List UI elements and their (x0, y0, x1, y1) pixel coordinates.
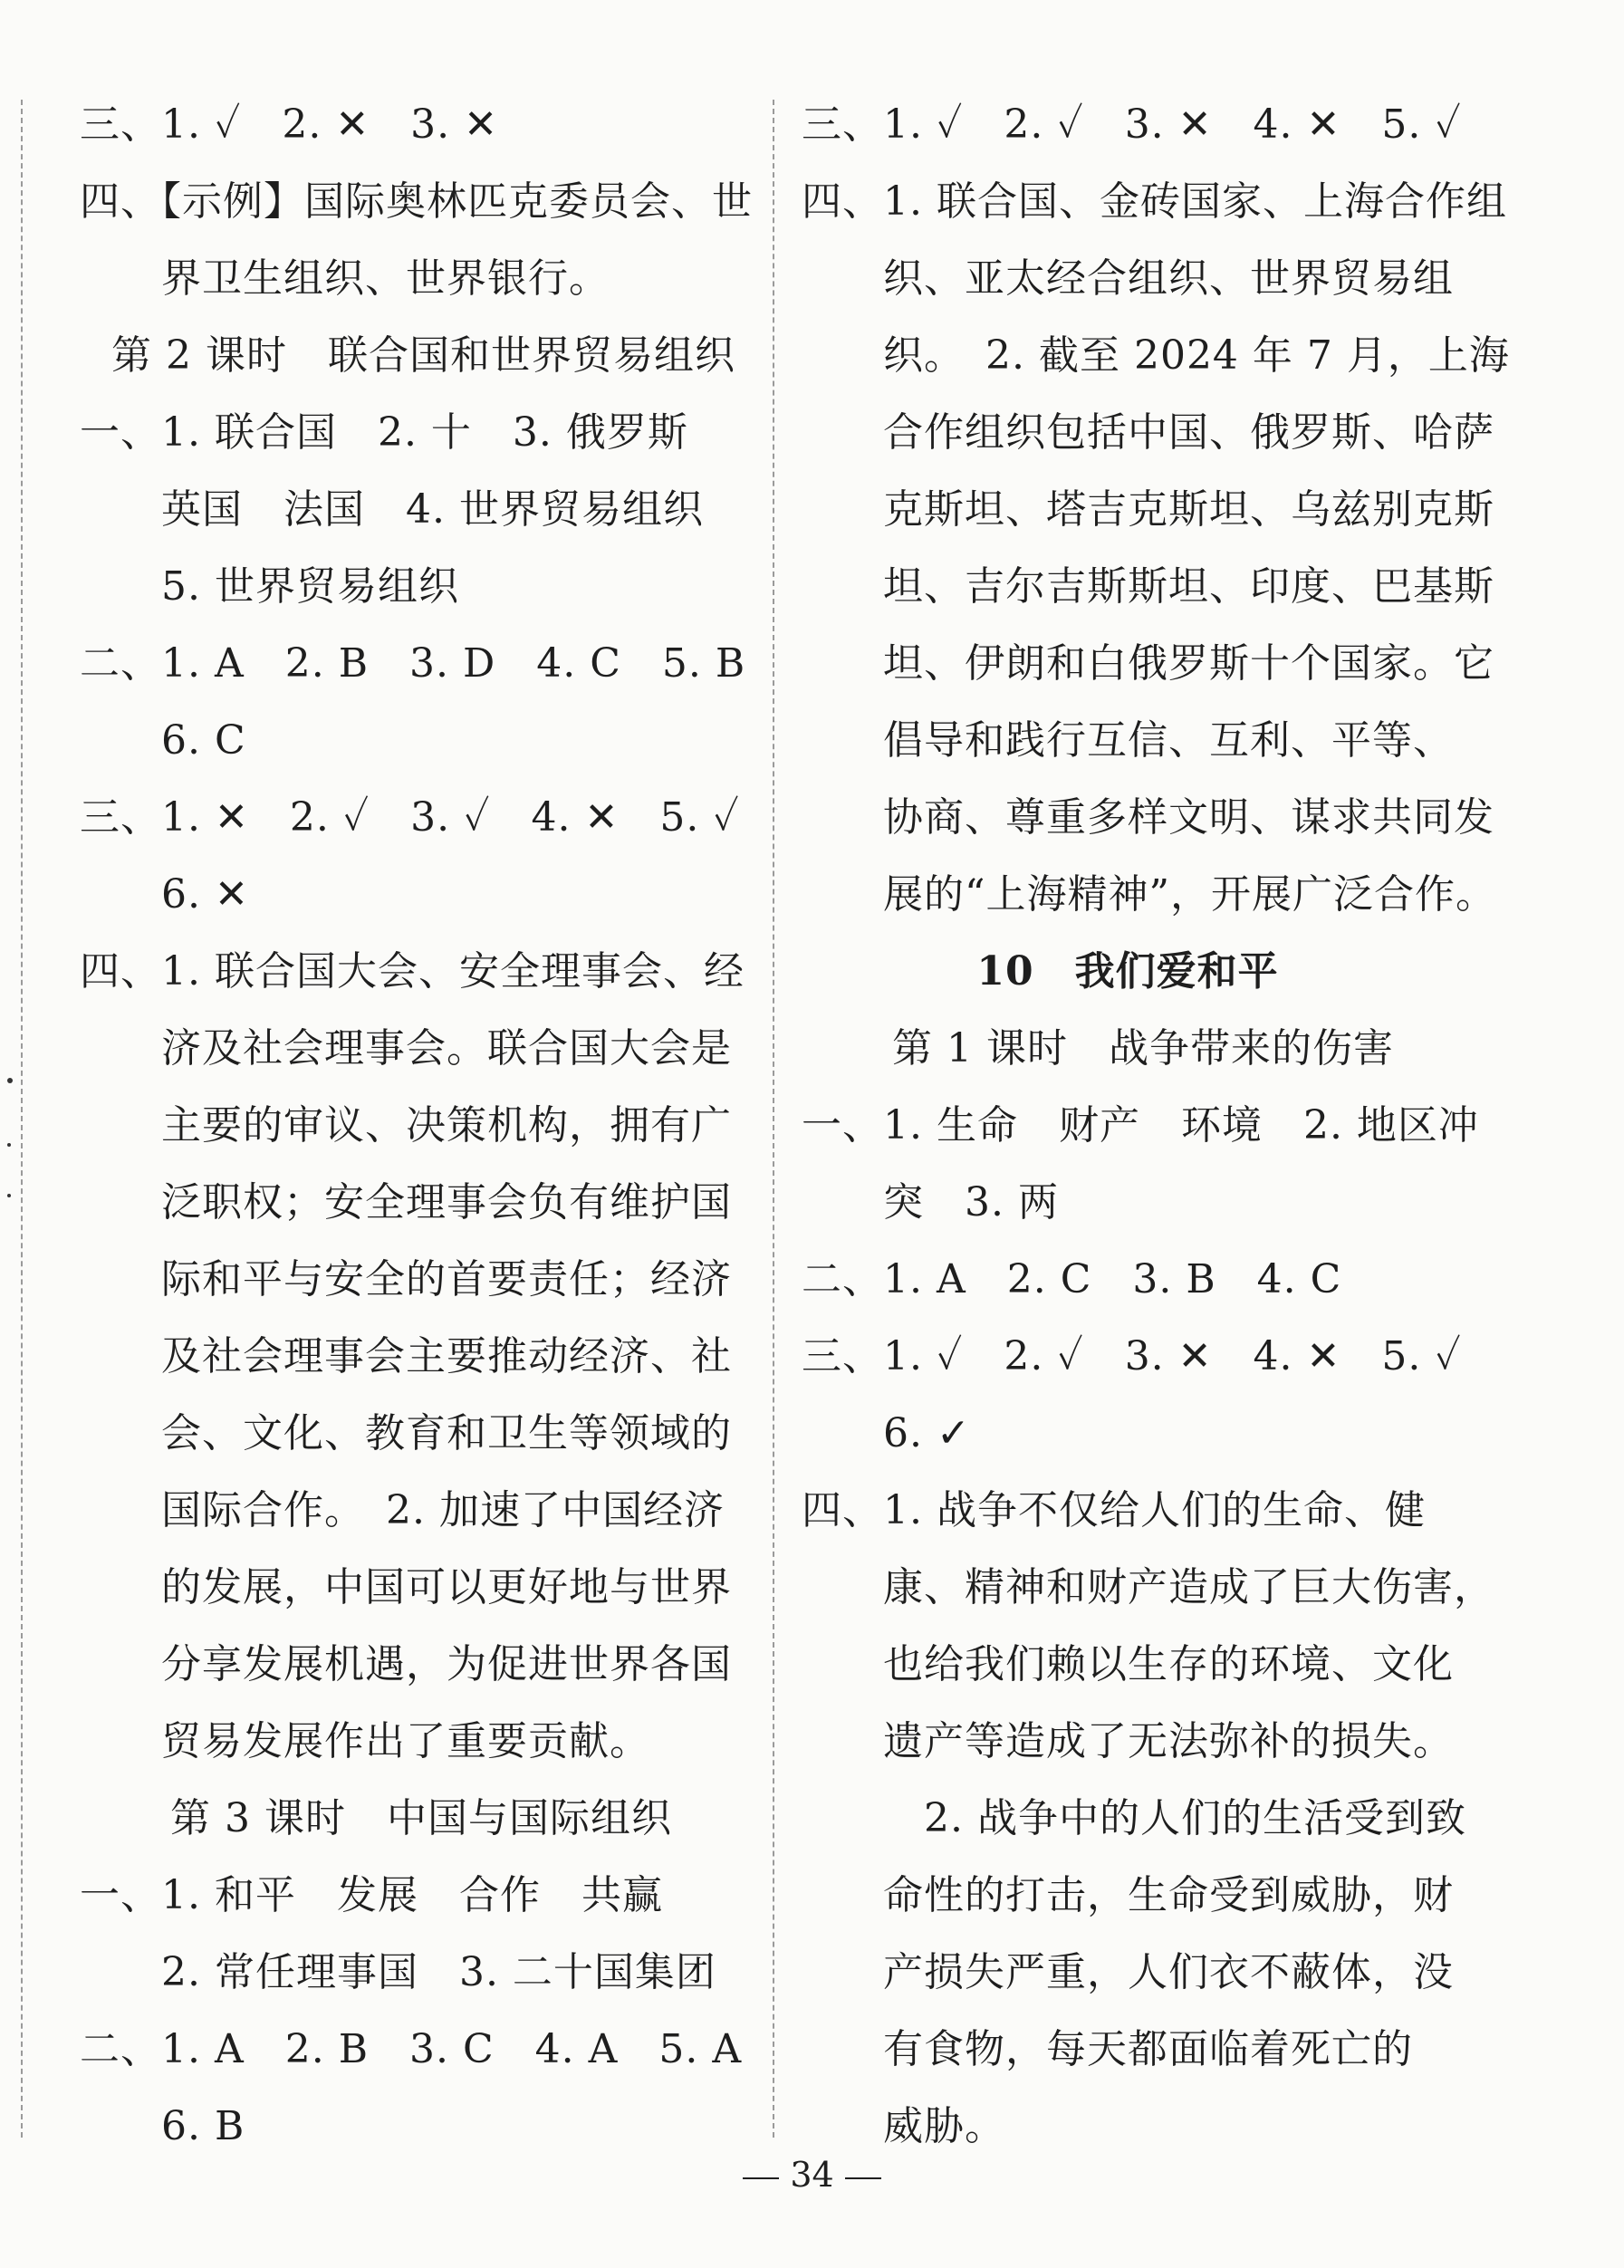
answer-line: 倡导和践行互信、互利、平等、 (883, 717, 1454, 764)
answer-line: 分享发展机遇，为促进世界各国 (161, 1641, 732, 1687)
answer-line: 展的“上海精神”，开展广泛合作。 (883, 871, 1496, 918)
footer-rule-right (845, 2177, 881, 2179)
answer-line: 产损失严重，人们衣不蔽体，没 (883, 1949, 1454, 1995)
answer-line: 泛职权；安全理事会负有维护国 (161, 1179, 732, 1225)
page-number: 34 (790, 2155, 834, 2195)
answer-line: 济及社会理事会。联合国大会是 (161, 1025, 732, 1072)
answer-line: 四、1. 战争不仅给人们的生命、健 (802, 1487, 1426, 1533)
left-margin-dashed-line (21, 100, 23, 2138)
margin-mark (7, 1194, 11, 1197)
answer-line: 威胁。 (883, 2103, 1005, 2149)
answer-line: 康、精神和财产造成了巨大伤害， (883, 1564, 1494, 1610)
answer-line: 一、1. 和平 发展 合作 共赢 (80, 1872, 663, 1918)
unit-heading: 10 我们爱和平 (976, 948, 1279, 995)
column-divider-dashed-line (773, 100, 774, 2138)
lesson-heading: 第 1 课时 战争带来的伤害 (892, 1025, 1394, 1072)
answer-line: 6. B (161, 2103, 245, 2149)
answer-line: 克斯坦、塔吉克斯坦、乌兹别克斯 (883, 486, 1494, 533)
answer-line: 6. C (161, 717, 246, 764)
answer-line: 协商、尊重多样文明、谋求共同发 (883, 794, 1494, 841)
answer-line: 合作组织包括中国、俄罗斯、哈萨 (883, 409, 1494, 456)
answer-line: 四、1. 联合国、金砖国家、上海合作组 (802, 178, 1507, 225)
answer-line: 际和平与安全的首要责任；经济 (161, 1256, 732, 1302)
answer-line: 坦、吉尔吉斯斯坦、印度、巴基斯 (883, 563, 1494, 610)
answer-line: 织。 2. 截至 2024 年 7 月，上海 (883, 332, 1510, 379)
answer-line: 三、1. ✕ 2. ✓ 3. ✓ 4. ✕ 5. ✓ (80, 794, 740, 841)
right-column (802, 86, 1510, 2165)
answer-line: 界卫生组织、世界银行。 (161, 255, 610, 302)
answer-line: 也给我们赖以生存的环境、文化 (883, 1641, 1454, 1687)
answer-line: 遗产等造成了无法弥补的损失。 (883, 1718, 1454, 1764)
answer-line: 二、1. A 2. B 3. D 4. C 5. B (80, 640, 746, 687)
margin-mark (7, 1078, 13, 1083)
answer-line: 主要的审议、决策机构，拥有广 (161, 1102, 732, 1148)
answer-line: 四、【示例】国际奥林匹克委员会、世 (80, 178, 753, 225)
answer-line: 6. ✓ (883, 1410, 971, 1456)
answer-line: 二、1. A 2. B 3. C 4. A 5. A (80, 2026, 743, 2072)
answer-line: 一、1. 生命 财产 环境 2. 地区冲 (802, 1102, 1479, 1148)
answer-line: 6. ✕ (161, 871, 249, 918)
margin-mark (7, 1143, 11, 1147)
answer-line: 四、1. 联合国大会、安全理事会、经 (80, 948, 745, 995)
answer-line: 命性的打击，生命受到威胁，财 (883, 1872, 1454, 1918)
answer-line: 三、1. ✓ 2. ✕ 3. ✕ (80, 101, 499, 148)
answer-line: 有食物，每天都面临着死亡的 (883, 2026, 1413, 2072)
answer-line: 三、1. ✓ 2. ✓ 3. ✕ 4. ✕ 5. ✓ (802, 101, 1462, 148)
left-column (80, 86, 753, 2165)
answer-line: 2. 常任理事国 3. 二十国集团 (161, 1949, 716, 1995)
answer-line: 5. 世界贸易组织 (161, 563, 459, 610)
page-footer (0, 2152, 1624, 2197)
answer-line: 突 3. 两 (883, 1179, 1059, 1225)
lesson-heading: 第 2 课时 联合国和世界贸易组织 (111, 332, 735, 379)
answer-line: 英国 法国 4. 世界贸易组织 (161, 486, 704, 533)
answer-line: 的发展，中国可以更好地与世界 (161, 1564, 732, 1610)
lesson-heading: 第 3 课时 中国与国际组织 (170, 1795, 672, 1841)
answer-line: 二、1. A 2. C 3. B 4. C (802, 1256, 1342, 1302)
answer-line: 及社会理事会主要推动经济、社 (161, 1333, 732, 1379)
answer-line: 一、1. 联合国 2. 十 3. 俄罗斯 (80, 409, 688, 456)
answer-line: 2. 战争中的人们的生活受到致 (924, 1795, 1466, 1841)
answer-line: 贸易发展作出了重要贡献。 (161, 1718, 650, 1764)
answer-line: 坦、伊朗和白俄罗斯十个国家。它 (883, 640, 1494, 687)
answer-line: 织、亚太经合组织、世界贸易组 (883, 255, 1454, 302)
footer-rule-left (743, 2177, 779, 2179)
answer-line: 三、1. ✓ 2. ✓ 3. ✕ 4. ✕ 5. ✓ (802, 1333, 1462, 1379)
answer-line: 会、文化、教育和卫生等领域的 (161, 1410, 732, 1456)
answer-line: 国际合作。 2. 加速了中国经济 (161, 1487, 725, 1533)
